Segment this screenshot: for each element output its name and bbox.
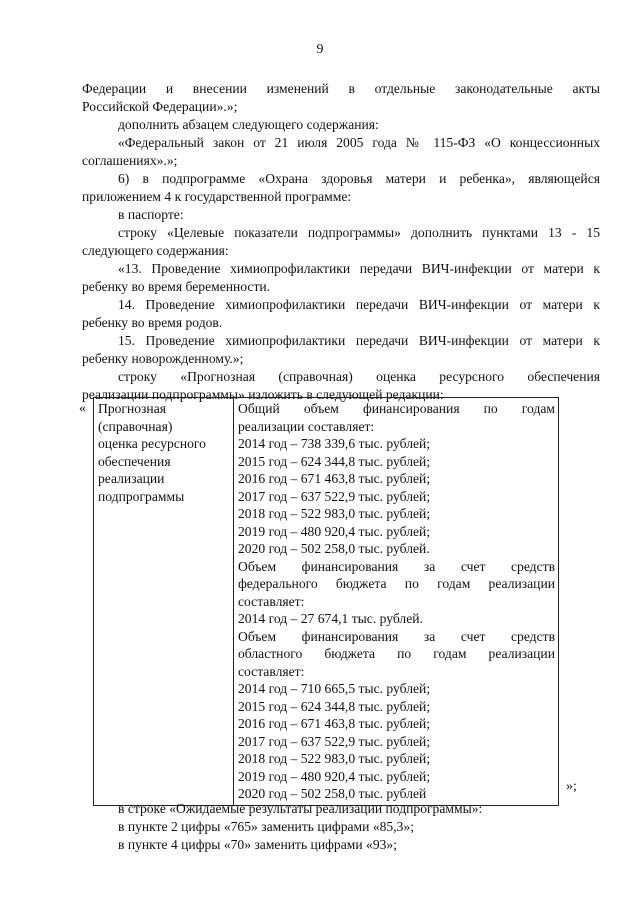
row-heading-line: оценка ресурсного	[98, 436, 206, 451]
text-line: 15. Проведение химиопрофилактики передачи ВИЧ-инфекции от матери к	[118, 333, 600, 348]
paragraph-concession-law	[82, 134, 600, 169]
financing-line: 2014 год – 738 339,6 тыс. рублей;	[238, 436, 431, 451]
passport-table	[93, 397, 559, 806]
financing-cell	[234, 398, 559, 806]
financing-line: 2018 год – 522 983,0 тыс. рублей;	[238, 506, 431, 521]
opening-quote: «	[79, 401, 86, 416]
financing-line: Объем финансирования за счет средств	[238, 628, 555, 644]
financing-line: 2015 год – 624 344,8 тыс. рублей;	[238, 698, 431, 714]
text-line: в паспорте:	[118, 207, 184, 222]
text-line: в пункте 4 цифры «70» заменить цифрами «93»;	[118, 837, 397, 852]
financing-line: составляет:	[238, 593, 305, 609]
text-line: в строке «Ожидаемые результаты реализации подпрограммы»:	[118, 801, 483, 816]
financing-line: 2015 год – 624 344,8 тыс. рублей;	[238, 453, 431, 469]
paragraph-item-4-change	[118, 836, 600, 854]
text-line: Российской Федерации».»;	[82, 98, 238, 114]
text-line: «13. Проведение химиопрофилактики передачи ВИЧ-инфекции от матери к	[118, 261, 600, 276]
financing-line: областного бюджета по годам реализации	[238, 646, 555, 661]
text-line: следующего содержания:	[82, 242, 229, 258]
text-line: Федерации и внесении изменений в отдельные законодательные акты	[82, 81, 600, 96]
financing-line: 2018 год – 522 983,0 тыс. рублей;	[238, 751, 431, 766]
paragraph-item-14	[82, 296, 600, 331]
closing-quote: »;	[566, 779, 577, 794]
paragraph-add-clause	[118, 116, 600, 134]
paragraph-federal-law-amendments	[82, 80, 600, 115]
row-heading-cell	[94, 398, 234, 806]
text-line: ребенку во время беременности.	[82, 278, 271, 294]
financing-line: составляет:	[238, 663, 305, 679]
text-line: строку «Целевые показатели подпрограммы» дополнить пунктами 13 - 15	[118, 225, 600, 240]
financing-line: 2014 год – 710 665,5 тыс. рублей;	[238, 681, 431, 696]
paragraph-expected-results	[118, 800, 600, 818]
financing-line: 2020 год – 502 258,0 тыс. рублей	[238, 786, 427, 801]
paragraph-target-indicators	[82, 224, 600, 259]
text-line: «Федеральный закон от 21 июля 2005 года № 115-ФЗ «О концессионных	[118, 135, 600, 150]
financing-line: Общий объем финансирования по годам	[238, 401, 555, 416]
row-heading-line: подпрограммы	[98, 488, 185, 504]
paragraph-in-passport	[118, 206, 600, 224]
row-heading-line: Прогнозная	[98, 401, 166, 416]
text-line: ребенку новорожденному.»;	[82, 350, 244, 366]
text-line: строку «Прогнозная (справочная) оценка ресурсного обеспечения	[118, 369, 600, 384]
row-heading-line: (справочная)	[98, 418, 173, 434]
text-line: 14. Проведение химиопрофилактики передачи ВИЧ-инфекции от матери к	[118, 297, 600, 312]
financing-line: Объем финансирования за счет средств	[238, 558, 555, 574]
text-line: соглашениях».»;	[82, 152, 178, 168]
financing-line: реализации составляет:	[238, 418, 375, 434]
financing-line: федерального бюджета по годам реализации	[238, 576, 555, 591]
table-row	[94, 398, 559, 806]
text-line: приложением 4 к государственной программе:	[82, 188, 352, 204]
financing-line: 2016 год – 671 463,8 тыс. рублей;	[238, 471, 431, 486]
text-line: в пункте 2 цифры «765» заменить цифрами «85,3»;	[118, 819, 414, 834]
financing-line: 2017 год – 637 522,9 тыс. рублей;	[238, 488, 431, 504]
row-heading-line: реализации	[98, 471, 165, 486]
text-line: дополнить абзацем следующего содержания:	[118, 117, 379, 132]
paragraph-item-2-change	[118, 818, 600, 836]
text-line: ребенку во время родов.	[82, 314, 223, 330]
financing-line: 2019 год – 480 920,4 тыс. рублей;	[238, 523, 431, 539]
row-heading-line: обеспечения	[98, 453, 171, 469]
paragraph-item-15	[82, 332, 600, 367]
text-line: реализации подпрограммы» изложить в следующей редакции:	[82, 386, 444, 402]
text-line: 6) в подпрограмме «Охрана здоровья матери и ребенка», являющейся	[118, 171, 600, 186]
page-number: 9	[316, 42, 324, 57]
financing-line: 2019 год – 480 920,4 тыс. рублей;	[238, 768, 431, 784]
financing-line: 2016 год – 671 463,8 тыс. рублей;	[238, 716, 431, 731]
paragraph-item-13	[82, 260, 600, 295]
financing-line: 2017 год – 637 522,9 тыс. рублей;	[238, 733, 431, 749]
paragraph-subprogram-health	[82, 170, 600, 205]
financing-line: 2020 год – 502 258,0 тыс. рублей.	[238, 541, 430, 556]
financing-line: 2014 год – 27 674,1 тыс. рублей.	[238, 611, 423, 626]
